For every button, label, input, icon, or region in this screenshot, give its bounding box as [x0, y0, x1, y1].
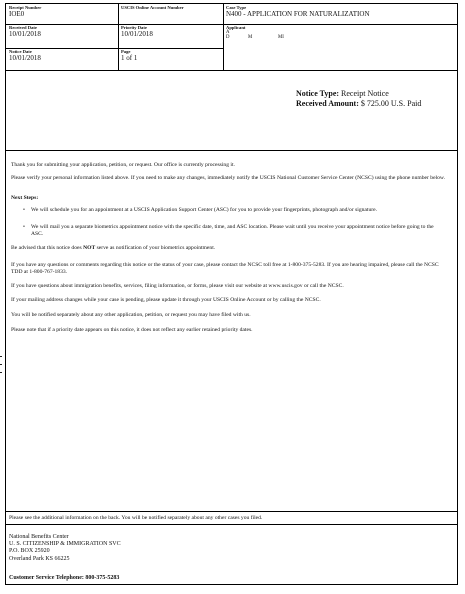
received-amount-value: $ 725.00 U.S. Paid: [360, 98, 422, 108]
receipt-number-label: Receipt Number: [9, 5, 42, 10]
body-paragraph: You will be notified separately about any other application, petition, or request you may have filed with us.: [11, 312, 251, 318]
advisory-emphasis: NOT: [83, 245, 96, 251]
body-divider: [6, 150, 457, 151]
priority-date-cell: [118, 24, 223, 48]
case-type-cell: [223, 4, 457, 24]
next-steps-heading: Next Steps:: [11, 195, 39, 201]
body-paragraph: Thank you for submitting your application, petition, or request. Our office is currently processing it.: [11, 162, 235, 168]
next-step-text: We will schedule you for an appointment at a USCIS Application Support Center (ASC) for you to provide your fingerprints, photograph and/or signature.: [31, 207, 377, 213]
footer-note: Please see the additional information on the back. You will be notified separately about any other cases you filed.: [9, 515, 263, 521]
applicant-m: M: [248, 35, 253, 40]
footer-divider: [6, 524, 457, 525]
body-paragraph: Please verify your personal information listed above. If you need to make any changes, immediately notify the USCIS National Customer Service Center (NCSC) using the phone number below.: [11, 175, 445, 181]
bullet-dot: •: [23, 224, 25, 230]
notice-date-value: 10/01/2018: [9, 54, 41, 62]
edge-tick: [0, 364, 2, 365]
body-paragraph: [11, 245, 451, 252]
edge-tick: [0, 356, 2, 357]
received-amount-label: Received Amount:: [296, 98, 359, 108]
receipt-number-cell: [6, 4, 118, 24]
page-cell: [118, 48, 223, 70]
grid-line: [6, 70, 457, 71]
office-address: [9, 534, 121, 563]
page-value: 1 of 1: [121, 54, 138, 62]
notice-type-line: [296, 89, 446, 99]
received-amount-line: [296, 99, 446, 109]
advisory-pre: Be advised that this notice does: [11, 245, 84, 251]
receipt-notice: [5, 3, 458, 585]
notice-date-label: Notice Date: [9, 49, 32, 54]
notice-type-label: Notice Type:: [296, 89, 340, 98]
address-line: U. S. CITIZENSHIP & IMMIGRATION SVC: [9, 541, 121, 548]
body-paragraph: If your mailing address changes while your case is pending, please update it through your USCIS Online Account or by calling the NCSC.: [11, 297, 321, 303]
case-type-label: Case Type: [226, 5, 247, 10]
case-type-value: N400 - APPLICATION FOR NATURALIZATION: [226, 10, 370, 18]
edge-tick: [0, 372, 2, 373]
applicant-name-row: [226, 35, 455, 40]
notice-type-value: Receipt Notice: [341, 89, 389, 98]
footer-divider: [6, 511, 457, 512]
priority-date-label: Priority Date: [121, 25, 147, 30]
applicant-label: Applicant: [226, 25, 246, 30]
notice-type-block: [296, 89, 446, 108]
received-date-label: Received Date: [9, 25, 37, 30]
address-line: Overland Park KS 66225: [9, 555, 70, 562]
applicant-a: A: [226, 30, 230, 35]
page-label: Page: [121, 49, 131, 54]
applicant-d: D: [226, 35, 230, 40]
address-line: National Benefits Center: [9, 534, 69, 540]
received-date-cell: [6, 24, 118, 48]
customer-service-phone: Customer Service Telephone: 800-375-5283: [9, 575, 120, 581]
priority-date-value: 10/01/2018: [121, 30, 153, 38]
online-account-label: USCIS Online Account Number: [121, 5, 184, 10]
applicant-cell: [223, 24, 457, 70]
received-date-value: 10/01/2018: [9, 30, 41, 38]
next-step-text: We will mail you a separate biometrics appointment notice with the specific date, time, and ASC location. Please wait until you receive your appointment notice before going to the ASC.: [31, 224, 434, 237]
body-paragraph: If you have any questions or comments regarding this notice or the status of your case, please contact the NCSC toll free at 1-800-375-5283. If you are hearing impaired, please call the NCSC TDD at 1-800-767-1833.: [11, 262, 439, 275]
notice-date-cell: [6, 48, 118, 70]
body-paragraph: Please note that if a priority date appears on this notice, it does not reflect any earlier retained priority dates.: [11, 327, 253, 333]
body-paragraph: If you have questions about immigration benefits, services, filing information, or forms, please visit our website at www.uscis.gov or call the NCSC.: [11, 283, 344, 289]
online-account-cell: [118, 4, 223, 24]
address-line: P.O. BOX 25920: [9, 548, 50, 555]
advisory-post: serve as notification of your biometrics appointment.: [95, 245, 216, 251]
bullet-dot: •: [23, 207, 25, 213]
receipt-number-value: IOE0: [9, 10, 25, 18]
applicant-mi: MI: [278, 35, 284, 40]
